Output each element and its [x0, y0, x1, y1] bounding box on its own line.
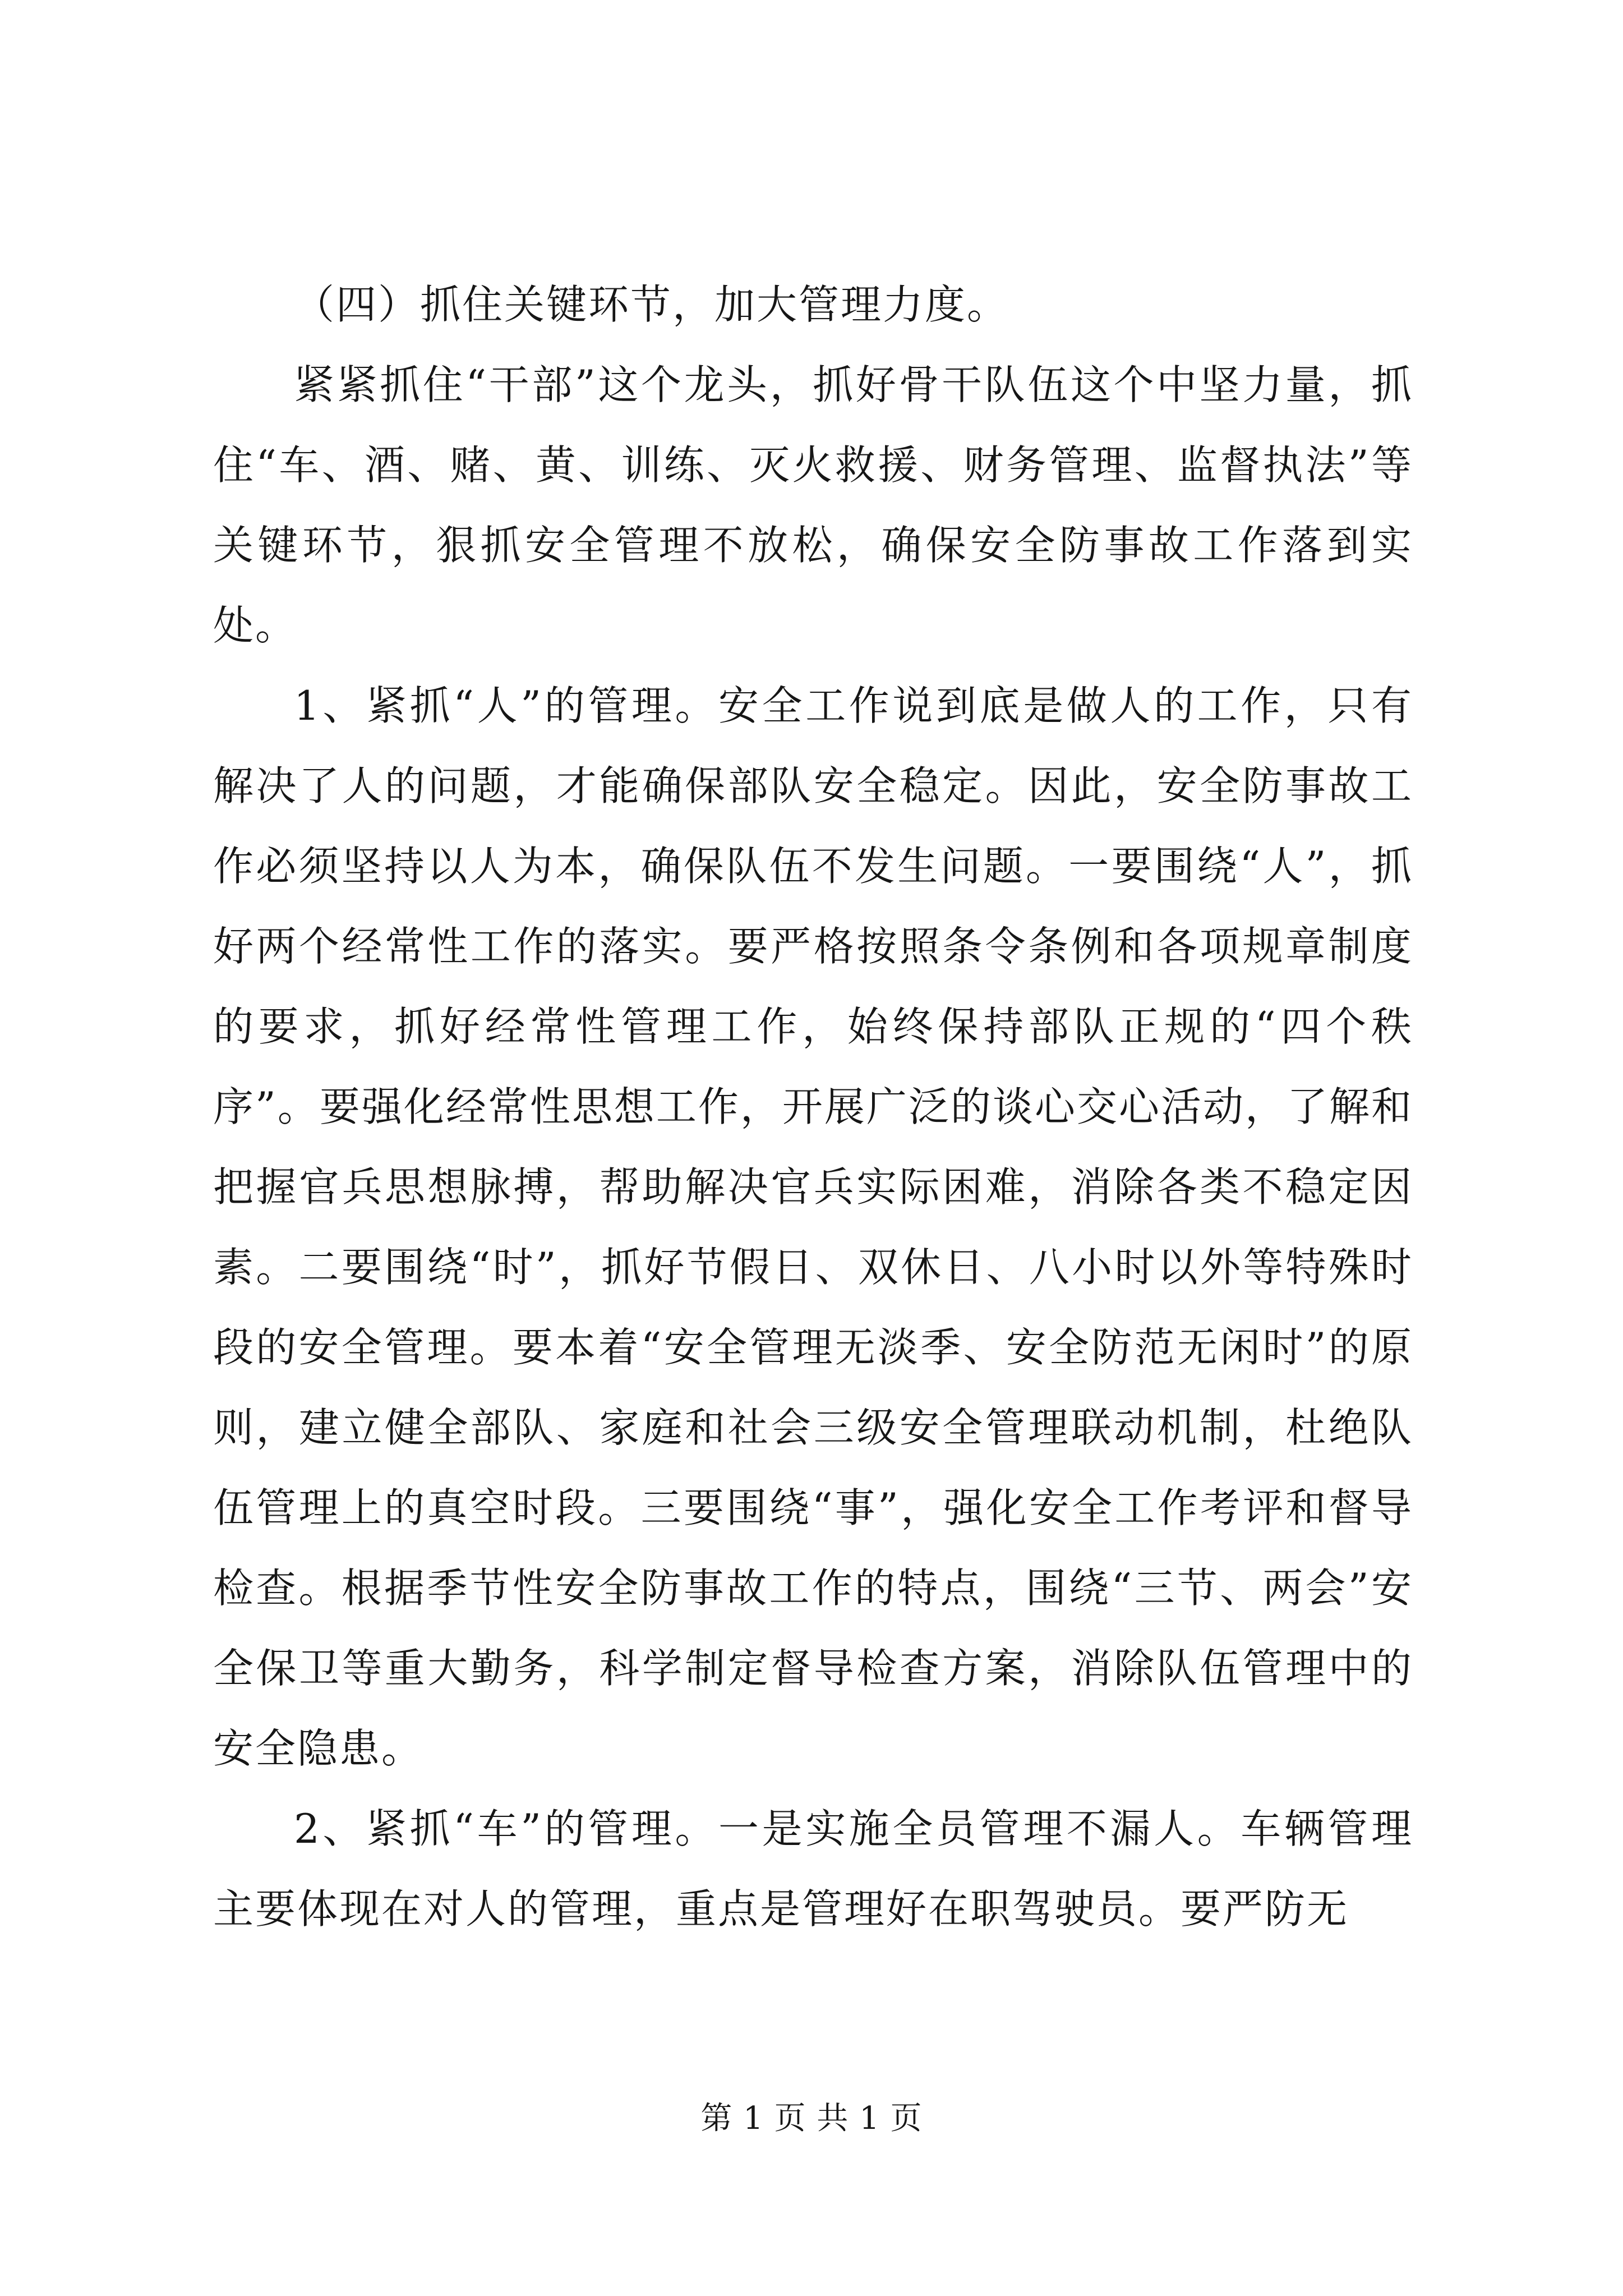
paragraph: 1、紧抓“人”的管理。安全工作说到底是做人的工作，只有解决了人的问题，才能确保部队安全稳定。因此，安全防事故工作必须坚持以人为本，确保队伍不发生问题。一要围绕“人”，抓好两个经常性工作的落实。要严格按照条令条例和各项规章制度的要求，抓好经常性管理工作，始终保持部队正规的“四个秩序”。要强化经常性思想工作，开展广泛的谈心交心活动，了解和把握官兵思想脉搏，帮助解决官兵实际困难，消除各类不稳定因素。二要围绕“时”，抓好节假日、双休日、八小时以外等特殊时段的安全管理。要本着“安全管理无淡季、安全防范无闲时”的原则，建立健全部队、家庭和社会三级安全管理联动机制，杜绝队伍管理上的真空时段。三要围绕“事”，强化安全工作考评和督导检查。根据季节性安全防事故工作的特点，围绕“三节、两会”安全保卫等重大勤务，科学制定督导检查方案，消除队伍管理中的安全隐患。 [213, 682, 1413, 1772]
page-number-footer: 第 1 页 共 1 页 [700, 2100, 923, 2137]
paragraph: 紧紧抓住“干部”这个龙头，抓好骨干队伍这个中坚力量，抓住“车、酒、赌、黄、训练、灭火救援、财务管理、监督执法”等关键环节，狠抓安全管理不放松，确保安全防事故工作落到实处。 [213, 361, 1413, 649]
document-body [213, 265, 1413, 1949]
paragraph: 2、紧抓“车”的管理。一是实施全员管理不漏人。车辆管理主要体现在对人的管理，重点是管理好在职驾驶员。要严防无 [213, 1805, 1413, 1932]
section-heading: （四）抓住关键环节，加大管理力度。 [294, 281, 1009, 328]
